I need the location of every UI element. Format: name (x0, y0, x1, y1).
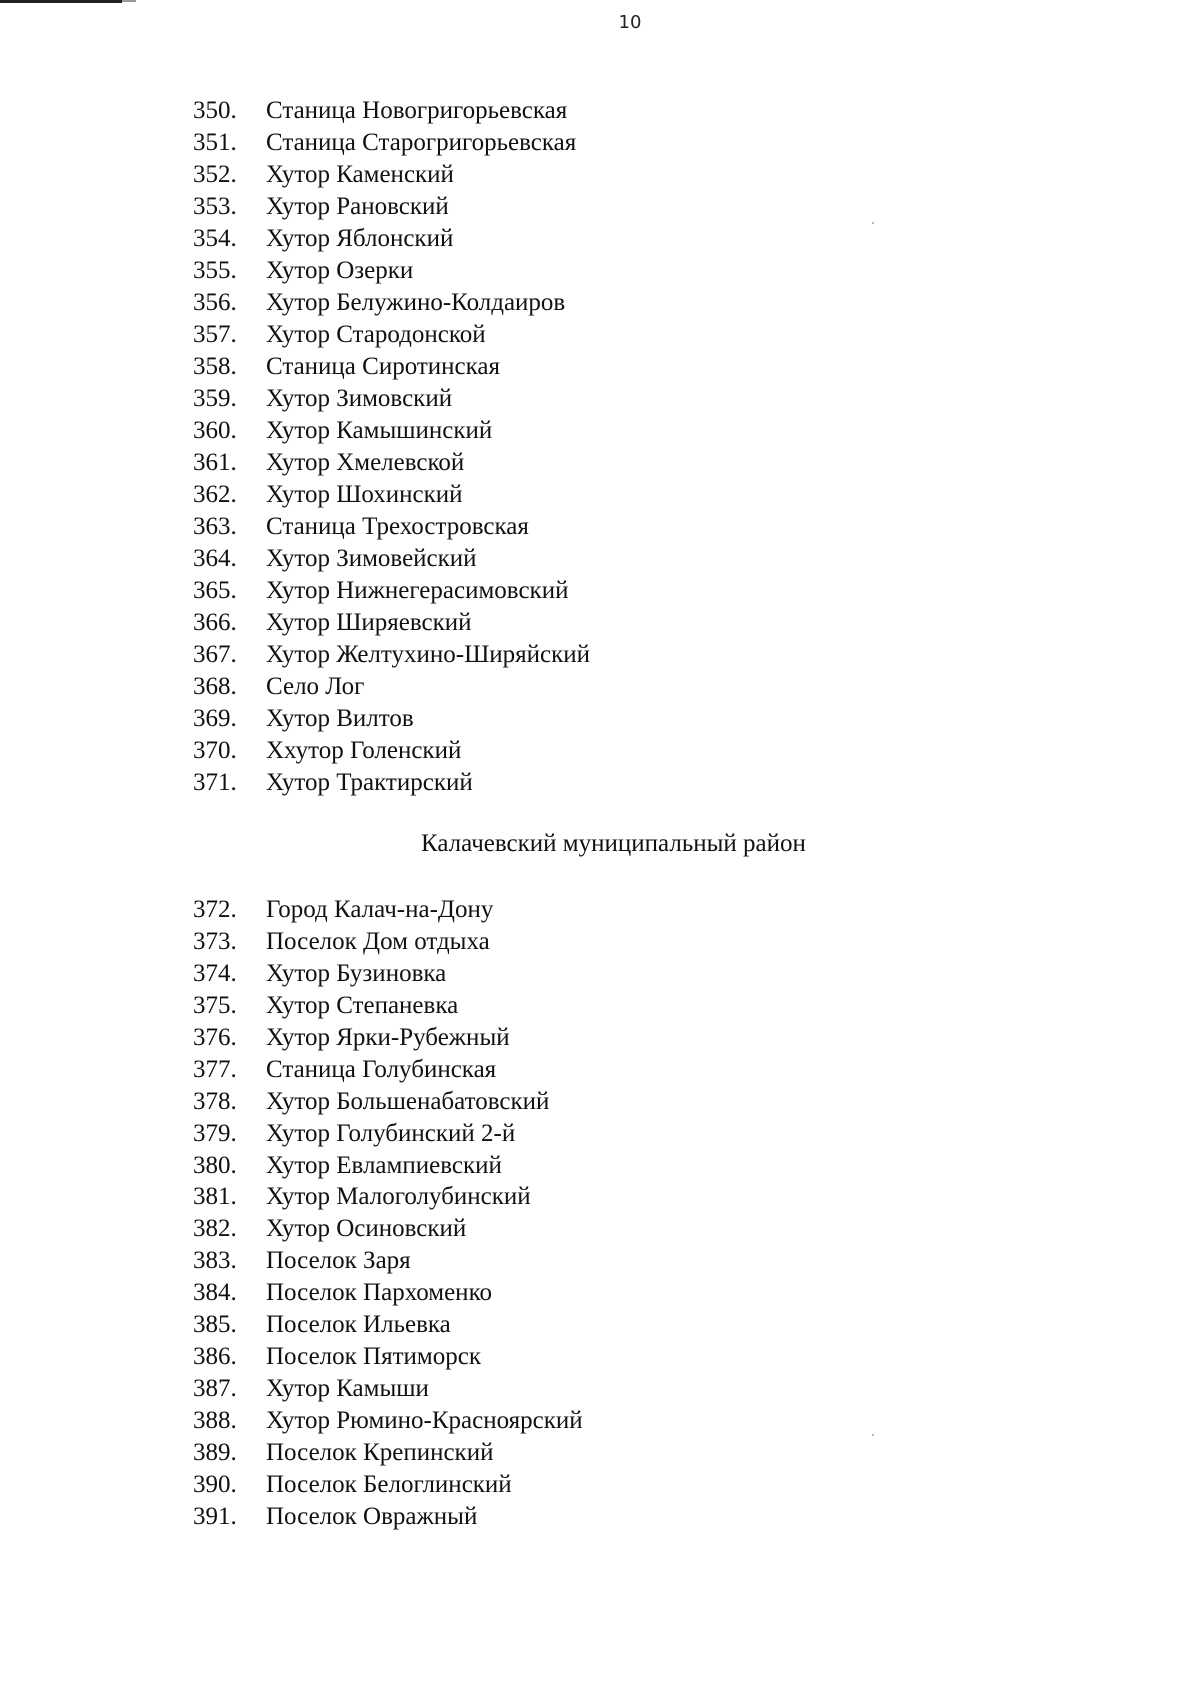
item-name: Хутор Хмелевской (266, 449, 465, 476)
item-number: 382. (193, 1215, 237, 1243)
list-item (193, 1086, 583, 1118)
item-number: 354. (193, 225, 237, 252)
list-item (193, 479, 590, 511)
item-name: Хутор Шохинский (266, 481, 463, 508)
list-item (193, 703, 590, 735)
list-item (193, 127, 590, 159)
item-number: 358. (193, 353, 237, 380)
list-item (193, 383, 590, 415)
item-number: 379. (193, 1119, 237, 1147)
list-item (193, 1213, 583, 1245)
item-name: Хутор Яблонский (266, 225, 454, 252)
list-item (193, 1373, 583, 1405)
list-item (193, 894, 583, 926)
list-item (193, 1277, 583, 1309)
item-number: 377. (193, 1055, 237, 1083)
item-name: Станица Голубинская (266, 1055, 497, 1083)
scan-speck (872, 222, 874, 224)
scan-speck (872, 1434, 874, 1436)
item-number: 360. (193, 417, 237, 444)
list-item (193, 1150, 583, 1182)
item-name: Поселок Ильевка (266, 1311, 451, 1339)
item-number: 374. (193, 959, 237, 987)
item-number: 356. (193, 289, 237, 316)
item-name: Хутор Зимовский (266, 385, 453, 412)
item-name: Хутор Евлампиевский (266, 1151, 502, 1179)
list-item (193, 351, 590, 383)
item-number: 353. (193, 193, 237, 220)
list-item (193, 1309, 583, 1341)
item-name: Станица Старогригорьевская (266, 129, 577, 156)
item-name: Хутор Ярки-Рубежный (266, 1023, 510, 1051)
item-name: Хутор Стародонской (266, 321, 486, 348)
item-number: 390. (193, 1470, 237, 1498)
item-number: 387. (193, 1375, 237, 1403)
list-item (193, 1245, 583, 1277)
item-number: 383. (193, 1247, 237, 1275)
list-item (193, 223, 590, 255)
item-name: Поселок Дом отдыха (266, 927, 490, 955)
item-name: Станица Сиротинская (266, 353, 501, 380)
item-number: 381. (193, 1183, 237, 1211)
list-item (193, 1341, 583, 1373)
list-item (193, 511, 590, 543)
list-item (193, 990, 583, 1022)
item-number: 370. (193, 737, 237, 764)
list-item (193, 543, 590, 575)
item-name: Станица Трехостровская (266, 513, 529, 540)
item-name: Хутор Степаневка (266, 991, 459, 1019)
item-name: Поселок Белоглинский (266, 1470, 512, 1498)
item-name: Хутор Большенабатовский (266, 1087, 550, 1115)
list-item (193, 1118, 583, 1150)
scan-edge-mark (0, 0, 122, 3)
page-number: 10 (618, 12, 642, 33)
item-number: 386. (193, 1343, 237, 1371)
item-name: Поселок Овражный (266, 1502, 478, 1530)
item-number: 384. (193, 1279, 237, 1307)
item-name: Хутор Нижнегерасимовский (266, 577, 569, 604)
item-number: 378. (193, 1087, 237, 1115)
item-number: 391. (193, 1502, 237, 1530)
list-item (193, 1022, 583, 1054)
item-name: Хутор Каменский (266, 161, 454, 188)
list-item (193, 415, 590, 447)
list-item (193, 1405, 583, 1437)
item-number: 372. (193, 896, 237, 923)
item-number: 363. (193, 513, 237, 540)
list-item (193, 735, 590, 767)
scan-edge-mark-tail (122, 0, 136, 2)
item-name: Станица Новогригорьевская (266, 97, 568, 124)
item-name: Хутор Трактирский (266, 769, 473, 796)
item-number: 373. (193, 927, 237, 955)
item-name: Хутор Рюмино-Красноярский (266, 1407, 583, 1434)
item-number: 362. (193, 481, 237, 508)
list-item (193, 95, 590, 127)
item-number: 368. (193, 673, 237, 700)
item-name: Поселок Пархоменко (266, 1279, 492, 1307)
item-number: 357. (193, 321, 237, 348)
settlement-list-1 (193, 95, 590, 799)
list-item (193, 447, 590, 479)
list-item (193, 1181, 583, 1213)
item-name: Ххутор Голенский (266, 737, 462, 764)
list-item (193, 159, 590, 191)
item-number: 380. (193, 1151, 237, 1179)
item-name: Хутор Вилтов (266, 705, 414, 732)
list-item (193, 639, 590, 671)
list-item (193, 926, 583, 958)
list-item (193, 1437, 583, 1469)
item-number: 364. (193, 545, 237, 572)
item-number: 375. (193, 991, 237, 1019)
item-name: Хутор Рановский (266, 193, 449, 220)
list-item (193, 1469, 583, 1501)
item-name: Хутор Камышинский (266, 417, 493, 444)
item-name: Село Лог (266, 673, 365, 700)
item-name: Город Калач-на-Дону (266, 896, 494, 923)
item-name: Хутор Зимовейский (266, 545, 477, 572)
item-number: 359. (193, 385, 237, 412)
item-number: 351. (193, 129, 237, 156)
item-name: Поселок Пятиморск (266, 1343, 481, 1371)
item-name: Поселок Крепинский (266, 1438, 494, 1466)
item-number: 389. (193, 1438, 237, 1466)
item-number: 367. (193, 641, 237, 668)
settlement-list-2 (193, 894, 583, 1533)
item-number: 350. (193, 97, 237, 124)
item-name: Хутор Бузиновка (266, 959, 447, 987)
item-name: Хутор Ширяевский (266, 609, 472, 636)
list-item (193, 191, 590, 223)
item-name: Хутор Осиновский (266, 1215, 467, 1243)
item-name: Хутор Голубинский 2-й (266, 1119, 516, 1147)
item-name: Хутор Камыши (266, 1375, 429, 1403)
item-number: 366. (193, 609, 237, 636)
list-item (193, 255, 590, 287)
list-item (193, 287, 590, 319)
list-item (193, 607, 590, 639)
list-item (193, 1501, 583, 1533)
list-item (193, 671, 590, 703)
item-number: 388. (193, 1407, 237, 1434)
item-name: Хутор Озерки (266, 257, 414, 284)
list-item (193, 958, 583, 990)
item-number: 371. (193, 769, 237, 796)
section-heading: Калачевский муниципальный район (421, 830, 806, 857)
item-number: 369. (193, 705, 237, 732)
list-item (193, 767, 590, 799)
item-number: 385. (193, 1311, 237, 1339)
item-number: 355. (193, 257, 237, 284)
list-item (193, 1054, 583, 1086)
item-name: Хутор Малоголубинский (266, 1183, 531, 1211)
list-item (193, 319, 590, 351)
item-name: Хутор Белужино-Колдаиров (266, 289, 566, 316)
item-number: 365. (193, 577, 237, 604)
list-item (193, 575, 590, 607)
item-number: 376. (193, 1023, 237, 1051)
item-name: Хутор Желтухино-Ширяйский (266, 641, 591, 668)
item-number: 361. (193, 449, 237, 476)
item-name: Поселок Заря (266, 1247, 411, 1275)
item-number: 352. (193, 161, 237, 188)
